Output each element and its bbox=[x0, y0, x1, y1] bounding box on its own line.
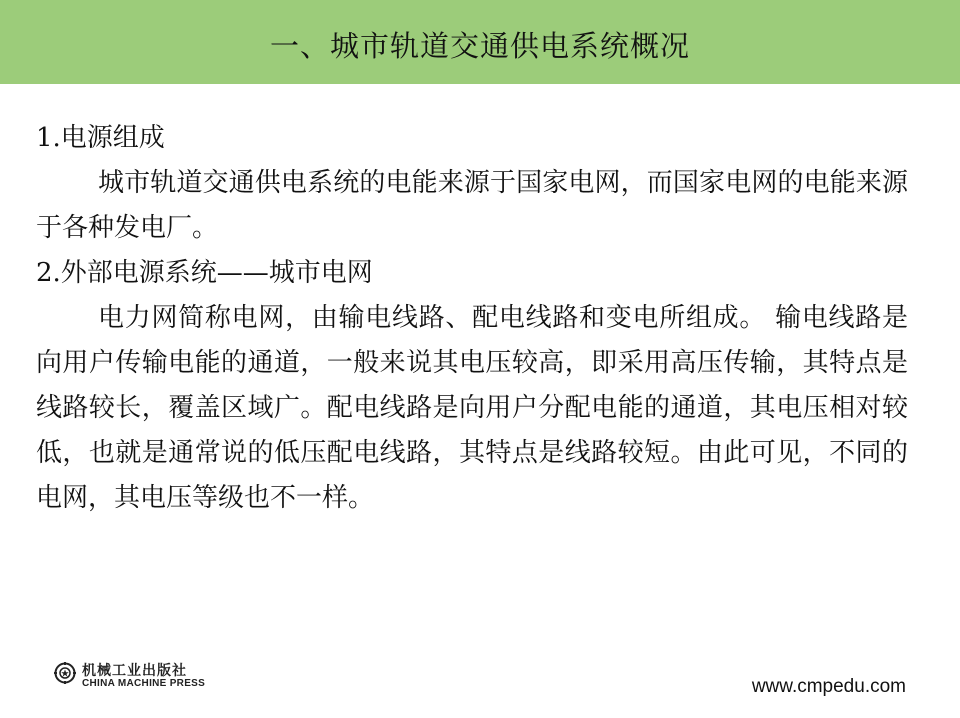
paragraph-power-source: 城市轨道交通供电系统的电能来源于国家电网，而国家电网的电能来源于各种发电厂。 bbox=[36, 168, 908, 243]
slide-title: 一、城市轨道交通供电系统概况 bbox=[269, 29, 690, 63]
paragraph-external-power: 电力网简称电网，由输电线路、配电线路和变电所组成。 输电线路是向用户传输电能的通道，一般来说其电压较高，即采用高压传输，其特点是线路较长，覆盖区域广。配电线路是向用户分配电能的通道，其电压相对较低，也就是通常说的低压配电线路，其特点是线路较短。由此可见，不同的电网，其电压等级也不一样。 bbox=[36, 303, 908, 513]
publisher-name-cn: 机械工业出版社 bbox=[82, 663, 187, 679]
publisher-name-en: CHINA MACHINE PRESS bbox=[82, 678, 206, 689]
slide-body bbox=[36, 116, 908, 521]
publisher-logo bbox=[54, 660, 224, 694]
section-heading-external-power: 2.外部电源系统——城市电网 bbox=[36, 258, 373, 288]
website-url: www.cmpedu.com bbox=[751, 676, 906, 697]
section-heading-power-source: 1.电源组成 bbox=[36, 123, 165, 153]
publisher-emblem-icon bbox=[54, 662, 76, 684]
